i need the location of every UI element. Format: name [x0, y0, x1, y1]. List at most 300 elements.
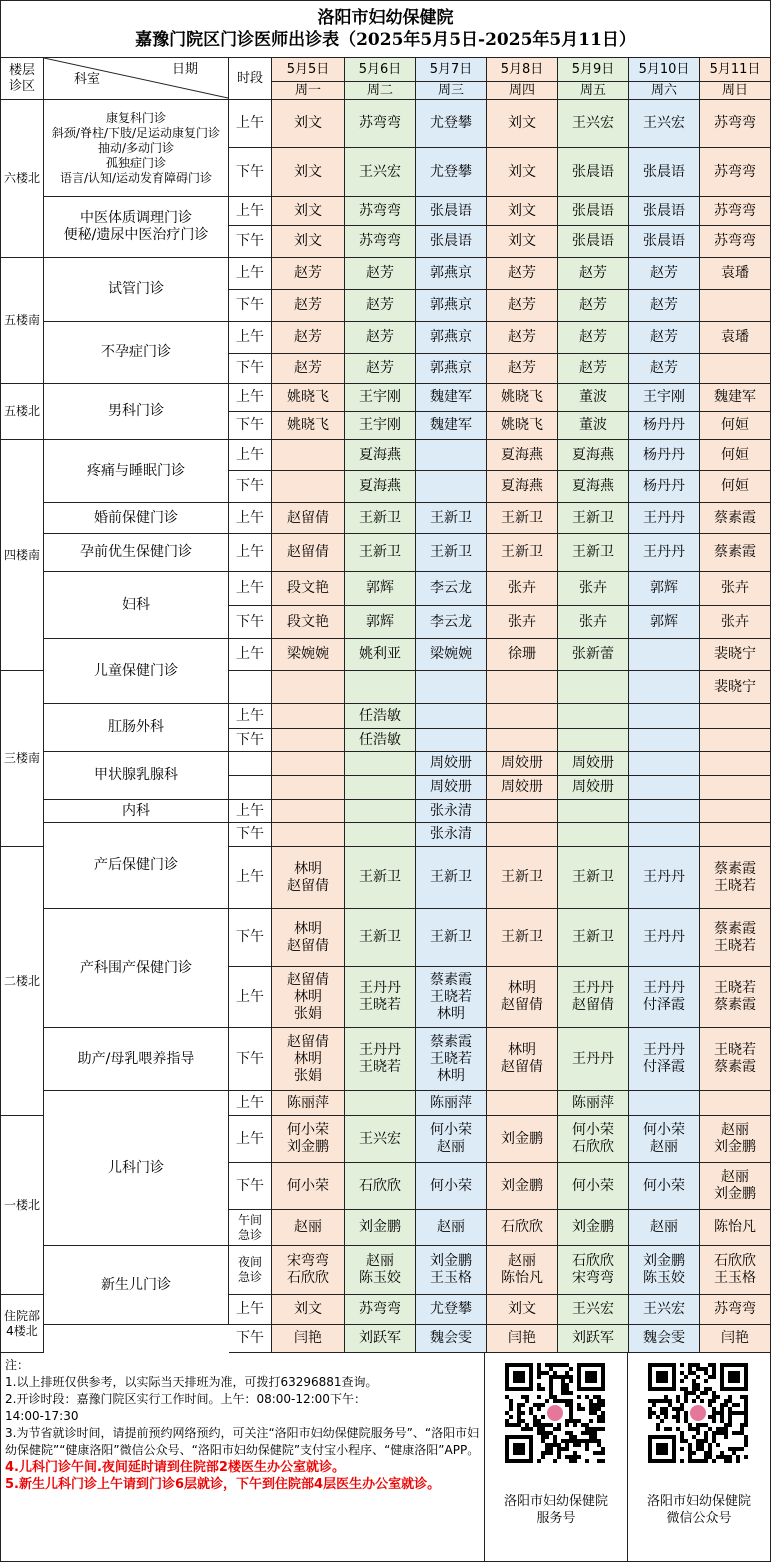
doctor-cell	[272, 729, 345, 752]
doctor-cell	[487, 729, 558, 752]
schedule-title: 嘉豫门院区门诊医师出诊表（2025年5月5日-2025年5月11日）	[135, 30, 636, 50]
doctor-cell: 姚晓飞	[487, 384, 558, 412]
doctor-cell	[272, 671, 345, 704]
department-name: 儿科门诊	[44, 1091, 229, 1246]
doctor-cell: 赵芳	[345, 290, 416, 322]
doctor-cell: 王丹丹 赵留倩	[558, 967, 629, 1028]
doctor-cell	[272, 800, 345, 823]
doctor-cell	[345, 752, 416, 776]
header-date-2: 5月6日	[345, 58, 416, 82]
note-1: 1.以上排班仅供参考，以实际当天排班为准，可拨打63296881查询。	[5, 1375, 378, 1389]
qr-code-service-account[interactable]	[505, 1363, 605, 1463]
doctor-cell: 何姮	[700, 440, 771, 471]
doctor-cell: 刘文	[272, 1295, 345, 1325]
doctor-cell: 张卉	[487, 572, 558, 606]
period-cell: 下午	[229, 823, 272, 847]
department-name: 内科	[44, 800, 229, 823]
period-cell: 上午	[229, 534, 272, 572]
doctor-cell: 苏弯弯	[345, 197, 416, 226]
doctor-cell: 赵芳	[487, 354, 558, 384]
period-cell: 下午	[229, 909, 272, 967]
doctor-cell: 赵芳	[558, 290, 629, 322]
doctor-cell: 董波	[558, 412, 629, 440]
doctor-cell: 赵留倩 林明 张娟	[272, 967, 345, 1028]
floor-label: 五楼北	[0, 384, 44, 440]
doctor-cell: 石欣欣	[487, 1210, 558, 1246]
header-weekday-4: 周四	[487, 82, 558, 100]
header-weekday-2: 周二	[345, 82, 416, 100]
doctor-cell: 王丹丹	[629, 847, 700, 909]
doctor-cell: 苏弯弯	[700, 197, 771, 226]
header-period: 时段	[229, 58, 272, 100]
department-name: 儿童保健门诊	[44, 639, 229, 704]
doctor-cell: 杨丹丹	[629, 471, 700, 503]
doctor-cell: 尤登攀	[416, 148, 487, 197]
doctor-cell: 林明 赵留倩	[487, 1028, 558, 1091]
header-dept-date	[44, 58, 229, 100]
doctor-cell: 郭辉	[345, 606, 416, 639]
doctor-cell: 张晨语	[629, 226, 700, 258]
department-name: 试管门诊	[44, 258, 229, 322]
doctor-cell: 苏弯弯	[700, 100, 771, 148]
doctor-cell: 苏弯弯	[700, 1295, 771, 1325]
period-cell: 上午	[229, 503, 272, 534]
header-floor: 楼层 诊区	[0, 58, 44, 100]
page-title	[0, 0, 771, 58]
qr-caption-wechat: 洛阳市妇幼保健院 微信公众号	[646, 1494, 751, 1526]
period-cell: 下午	[229, 729, 272, 752]
doctor-cell: 赵芳	[629, 322, 700, 354]
doctor-cell	[700, 704, 771, 729]
doctor-cell: 赵芳	[487, 290, 558, 322]
doctor-cell: 夏海燕	[487, 471, 558, 503]
period-cell: 上午	[229, 440, 272, 471]
doctor-cell	[558, 704, 629, 729]
doctor-cell: 李云龙	[416, 606, 487, 639]
floor-label: 一楼北	[0, 1116, 44, 1295]
doctor-cell: 何小荣	[272, 1163, 345, 1210]
period-cell: 下午	[229, 354, 272, 384]
doctor-cell: 周姣册	[558, 752, 629, 776]
note-4: 4.儿科门诊午间.夜间延时请到住院部2楼医生办公室就诊。	[5, 1460, 345, 1475]
doctor-cell: 赵芳	[272, 258, 345, 290]
doctor-cell: 张晨语	[558, 148, 629, 197]
doctor-cell: 赵芳	[272, 322, 345, 354]
doctor-cell: 王新卫	[416, 909, 487, 967]
doctor-cell: 任浩敏	[345, 729, 416, 752]
doctor-cell: 张卉	[487, 606, 558, 639]
doctor-cell: 刘文	[487, 197, 558, 226]
doctor-cell: 陈怡凡	[700, 1210, 771, 1246]
doctor-cell: 赵留倩	[272, 503, 345, 534]
doctor-cell: 夏海燕	[558, 440, 629, 471]
header-weekday-3: 周三	[416, 82, 487, 100]
floor-label: 四楼南	[0, 440, 44, 671]
doctor-cell: 梁婉婉	[272, 639, 345, 671]
doctor-cell: 刘跃军	[345, 1325, 416, 1353]
header-date-6: 5月10日	[629, 58, 700, 82]
doctor-cell: 魏建军	[416, 412, 487, 440]
header-weekday-5: 周五	[558, 82, 629, 100]
doctor-cell	[700, 290, 771, 322]
doctor-cell: 王新卫	[345, 847, 416, 909]
doctor-cell: 何姮	[700, 471, 771, 503]
doctor-cell: 王新卫	[558, 909, 629, 967]
doctor-cell: 赵芳	[558, 354, 629, 384]
doctor-cell: 蔡素霞 王晓若	[700, 909, 771, 967]
doctor-cell: 魏会雯	[416, 1325, 487, 1353]
doctor-cell: 林明 赵留倩	[487, 967, 558, 1028]
doctor-cell: 魏会雯	[629, 1325, 700, 1353]
doctor-cell	[629, 752, 700, 776]
doctor-cell: 刘文	[272, 197, 345, 226]
doctor-cell	[416, 671, 487, 704]
doctor-cell: 张晨语	[416, 226, 487, 258]
period-cell: 夜间 急诊	[229, 1246, 272, 1295]
period-cell: 上午	[229, 258, 272, 290]
doctor-cell: 张卉	[700, 572, 771, 606]
period-cell: 下午	[229, 1325, 272, 1353]
department-name: 男科门诊	[44, 384, 229, 440]
department-name: 婚前保健门诊	[44, 503, 229, 534]
department-name: 孕前优生保健门诊	[44, 534, 229, 572]
period-cell: 下午	[229, 1028, 272, 1091]
doctor-cell: 苏弯弯	[345, 1295, 416, 1325]
doctor-cell: 夏海燕	[345, 471, 416, 503]
doctor-cell: 姚利亚	[345, 639, 416, 671]
doctor-cell: 蔡素霞 王晓若	[700, 847, 771, 909]
doctor-cell: 何姮	[700, 412, 771, 440]
doctor-cell: 李云龙	[416, 572, 487, 606]
doctor-cell: 王新卫	[345, 909, 416, 967]
doctor-cell	[272, 471, 345, 503]
floor-label: 二楼北	[0, 847, 44, 1116]
doctor-cell: 袁璠	[700, 258, 771, 290]
doctor-cell: 郭燕京	[416, 290, 487, 322]
floor-label: 六楼北	[0, 100, 44, 258]
doctor-cell: 张卉	[700, 606, 771, 639]
qr-service-account-panel	[485, 1353, 628, 1562]
doctor-cell: 王新卫	[487, 534, 558, 572]
doctor-cell: 苏弯弯	[700, 148, 771, 197]
doctor-cell: 裴晓宁	[700, 671, 771, 704]
period-cell: 下午	[229, 412, 272, 440]
header-date-1: 5月5日	[272, 58, 345, 82]
doctor-cell: 王宇刚	[345, 384, 416, 412]
doctor-cell: 刘文	[487, 148, 558, 197]
header-weekday-7: 周日	[700, 82, 771, 100]
doctor-cell	[629, 639, 700, 671]
doctor-cell: 赵芳	[629, 354, 700, 384]
doctor-cell	[558, 823, 629, 847]
period-cell	[229, 776, 272, 800]
doctor-cell: 王丹丹 付泽霞	[629, 967, 700, 1028]
doctor-cell: 张永清	[416, 800, 487, 823]
doctor-cell: 王新卫	[558, 503, 629, 534]
doctor-cell: 杨丹丹	[629, 412, 700, 440]
period-cell: 上午	[229, 1116, 272, 1163]
doctor-cell: 郭辉	[345, 572, 416, 606]
doctor-cell: 梁婉婉	[416, 639, 487, 671]
doctor-cell: 裴晓宁	[700, 639, 771, 671]
doctor-cell: 周姣册	[416, 752, 487, 776]
doctor-cell	[272, 704, 345, 729]
doctor-cell	[558, 729, 629, 752]
doctor-cell: 刘文	[272, 226, 345, 258]
floor-label: 住院部 4楼北	[0, 1295, 44, 1353]
doctor-cell: 何小荣	[416, 1163, 487, 1210]
notes-panel	[0, 1353, 485, 1562]
doctor-cell: 赵丽	[629, 1210, 700, 1246]
doctor-cell: 赵留倩	[272, 534, 345, 572]
doctor-cell: 王丹丹 王晓若	[345, 1028, 416, 1091]
doctor-cell: 张晨语	[629, 197, 700, 226]
period-cell: 午间 急诊	[229, 1210, 272, 1246]
doctor-cell: 夏海燕	[345, 440, 416, 471]
doctor-cell	[345, 776, 416, 800]
doctor-cell	[345, 671, 416, 704]
doctor-cell: 袁璠	[700, 322, 771, 354]
doctor-cell: 郭辉	[629, 572, 700, 606]
doctor-cell: 闫艳	[487, 1325, 558, 1353]
doctor-cell: 石欣欣 王玉格	[700, 1246, 771, 1295]
department-name: 疼痛与睡眠门诊	[44, 440, 229, 503]
doctor-cell: 蔡素霞 王晓若 林明	[416, 1028, 487, 1091]
doctor-cell: 魏建军	[416, 384, 487, 412]
doctor-cell: 蔡素霞	[700, 503, 771, 534]
doctor-cell: 赵丽 陈玉姣	[345, 1246, 416, 1295]
doctor-cell	[558, 671, 629, 704]
qr-caption-service-account: 洛阳市妇幼保健院 服务号	[503, 1494, 608, 1526]
doctor-cell: 王兴宏	[629, 100, 700, 148]
doctor-cell: 王兴宏	[345, 148, 416, 197]
doctor-cell: 刘文	[272, 100, 345, 148]
period-cell: 上午	[229, 639, 272, 671]
note-2b: 14:00-17:30	[5, 1409, 79, 1423]
doctor-cell	[416, 471, 487, 503]
header-diagonal-line	[44, 58, 229, 99]
period-cell: 下午	[229, 471, 272, 503]
period-cell: 上午	[229, 847, 272, 909]
doctor-cell: 刘文	[272, 148, 345, 197]
doctor-cell: 刘金鹏	[345, 1210, 416, 1246]
doctor-cell: 赵芳	[558, 322, 629, 354]
notes-heading: 注：	[5, 1358, 30, 1372]
period-cell: 上午	[229, 1295, 272, 1325]
header-weekday-1: 周一	[272, 82, 345, 100]
doctor-cell: 陈丽萍	[558, 1091, 629, 1116]
doctor-cell: 刘金鹏 王玉格	[416, 1246, 487, 1295]
doctor-cell: 王新卫	[345, 534, 416, 572]
doctor-cell: 蔡素霞 王晓若 林明	[416, 967, 487, 1028]
doctor-cell	[272, 752, 345, 776]
doctor-cell: 张晨语	[629, 148, 700, 197]
doctor-cell	[700, 1091, 771, 1116]
doctor-cell: 张卉	[558, 572, 629, 606]
header-date: 日期	[172, 62, 199, 77]
doctor-cell: 尤登攀	[416, 1295, 487, 1325]
period-cell: 上午	[229, 384, 272, 412]
department-name: 不孕症门诊	[44, 322, 229, 384]
doctor-cell: 王新卫	[558, 534, 629, 572]
header-date-4: 5月8日	[487, 58, 558, 82]
doctor-cell: 王宇刚	[345, 412, 416, 440]
period-cell: 上午	[229, 197, 272, 226]
header-date-7: 5月11日	[700, 58, 771, 82]
doctor-cell: 王新卫	[558, 847, 629, 909]
doctor-cell: 赵芳	[272, 290, 345, 322]
doctor-cell: 张晨语	[558, 197, 629, 226]
doctor-cell: 魏建军	[700, 384, 771, 412]
doctor-cell: 赵芳	[629, 290, 700, 322]
doctor-cell	[416, 729, 487, 752]
doctor-cell: 王丹丹	[629, 909, 700, 967]
period-cell: 上午	[229, 322, 272, 354]
doctor-cell: 何小荣	[629, 1163, 700, 1210]
qr-wechat-panel	[628, 1353, 771, 1562]
department-name: 妇科	[44, 572, 229, 639]
doctor-cell: 周姣册	[487, 752, 558, 776]
doctor-cell: 王丹丹 王晓若	[345, 967, 416, 1028]
doctor-cell: 王兴宏	[558, 1295, 629, 1325]
period-cell: 上午	[229, 704, 272, 729]
doctor-cell: 苏弯弯	[345, 226, 416, 258]
doctor-cell: 张晨语	[558, 226, 629, 258]
doctor-cell: 郭燕京	[416, 354, 487, 384]
doctor-cell	[487, 1091, 558, 1116]
doctor-cell: 杨丹丹	[629, 440, 700, 471]
doctor-cell: 闫艳	[700, 1325, 771, 1353]
doctor-cell: 王新卫	[345, 503, 416, 534]
department-name: 产科围产保健门诊	[44, 909, 229, 1028]
department-name: 新生儿门诊	[44, 1246, 229, 1325]
doctor-cell	[700, 776, 771, 800]
doctor-cell: 赵芳	[272, 354, 345, 384]
doctor-cell	[629, 729, 700, 752]
period-cell: 上午	[229, 572, 272, 606]
doctor-cell	[629, 776, 700, 800]
doctor-cell: 王丹丹	[629, 503, 700, 534]
doctor-cell	[629, 800, 700, 823]
doctor-cell: 尤登攀	[416, 100, 487, 148]
doctor-cell: 王新卫	[416, 503, 487, 534]
doctor-cell: 何小荣	[558, 1163, 629, 1210]
doctor-cell: 王晓若 蔡素霞	[700, 967, 771, 1028]
doctor-cell: 石欣欣 宋弯弯	[558, 1246, 629, 1295]
note-5: 5.新生儿科门诊上午请到门诊6层就诊，下午到住院部4层医生办公室就诊。	[5, 1477, 441, 1492]
department-name: 产后保健门诊	[44, 823, 229, 909]
period-cell: 下午	[229, 148, 272, 197]
doctor-cell: 蔡素霞	[700, 534, 771, 572]
doctor-cell: 林明 赵留倩	[272, 909, 345, 967]
doctor-cell	[700, 800, 771, 823]
doctor-cell: 王新卫	[487, 909, 558, 967]
doctor-cell: 刘文	[487, 1295, 558, 1325]
doctor-cell: 赵丽 刘金鹏	[700, 1116, 771, 1163]
doctor-cell: 刘文	[487, 226, 558, 258]
doctor-cell: 刘跃军	[558, 1325, 629, 1353]
header-date-3: 5月7日	[416, 58, 487, 82]
floor-label: 五楼南	[0, 258, 44, 384]
doctor-cell	[272, 823, 345, 847]
doctor-cell: 郭燕京	[416, 322, 487, 354]
doctor-cell: 闫艳	[272, 1325, 345, 1353]
doctor-cell: 宋弯弯 石欣欣	[272, 1246, 345, 1295]
department-name: 助产/母乳喂养指导	[44, 1028, 229, 1091]
doctor-cell	[345, 823, 416, 847]
doctor-cell: 姚晓飞	[272, 412, 345, 440]
doctor-cell	[487, 671, 558, 704]
doctor-cell: 周姣册	[416, 776, 487, 800]
doctor-cell: 苏弯弯	[345, 100, 416, 148]
doctor-cell: 何小荣 赵丽	[629, 1116, 700, 1163]
doctor-cell: 陈丽萍	[416, 1091, 487, 1116]
doctor-cell: 王兴宏	[345, 1116, 416, 1163]
doctor-cell: 赵芳	[345, 354, 416, 384]
doctor-cell: 段文艳	[272, 572, 345, 606]
doctor-cell	[487, 704, 558, 729]
period-cell: 上午	[229, 1091, 272, 1116]
period-cell	[229, 671, 272, 704]
doctor-cell	[700, 823, 771, 847]
doctor-cell: 赵芳	[558, 258, 629, 290]
department-name: 甲状腺乳腺科	[44, 752, 229, 800]
doctor-cell: 王新卫	[416, 847, 487, 909]
doctor-cell: 苏弯弯	[700, 226, 771, 258]
doctor-cell: 夏海燕	[558, 471, 629, 503]
note-3: 3.为节省就诊时间，请提前预约网络预约，可关注“洛阳市妇幼保健院服务号”、“洛阳市妇幼保健院”“健康洛阳”微信公众号、“洛阳市妇幼保健院”支付宝小程序、“健康洛阳”APP。	[5, 1426, 480, 1457]
doctor-cell: 王丹丹 付泽霞	[629, 1028, 700, 1091]
doctor-cell	[416, 704, 487, 729]
doctor-cell: 王新卫	[487, 847, 558, 909]
doctor-cell	[629, 823, 700, 847]
doctor-cell: 陈丽萍	[272, 1091, 345, 1116]
doctor-cell: 周姣册	[487, 776, 558, 800]
doctor-cell: 赵丽 陈怡凡	[487, 1246, 558, 1295]
doctor-cell: 刘金鹏 陈玉姣	[629, 1246, 700, 1295]
note-2a: 2.开诊时段：嘉豫门院区实行工作时间。上午：08:00-12:00下午：	[5, 1392, 366, 1406]
doctor-cell: 夏海燕	[487, 440, 558, 471]
period-cell: 上午	[229, 800, 272, 823]
doctor-cell: 段文艳	[272, 606, 345, 639]
doctor-cell: 赵芳	[487, 322, 558, 354]
doctor-cell: 赵芳	[629, 258, 700, 290]
qr-code-wechat[interactable]	[648, 1363, 748, 1463]
doctor-cell	[629, 1091, 700, 1116]
doctor-cell: 郭辉	[629, 606, 700, 639]
doctor-cell	[345, 1091, 416, 1116]
floor-label: 三楼南	[0, 671, 44, 847]
doctor-cell: 何小荣 刘金鹏	[272, 1116, 345, 1163]
period-cell	[229, 752, 272, 776]
doctor-cell: 王新卫	[487, 503, 558, 534]
doctor-cell: 刘金鹏	[487, 1116, 558, 1163]
period-cell: 下午	[229, 226, 272, 258]
doctor-cell	[345, 800, 416, 823]
department-name: 中医体质调理门诊 便秘/遗尿中医治疗门诊	[44, 197, 229, 258]
doctor-cell: 任浩敏	[345, 704, 416, 729]
doctor-cell: 刘文	[487, 100, 558, 148]
header-weekday-6: 周六	[629, 82, 700, 100]
doctor-cell	[416, 440, 487, 471]
header-dept: 科室	[74, 72, 101, 87]
doctor-cell: 赵芳	[487, 258, 558, 290]
doctor-cell: 何小荣 石欣欣	[558, 1116, 629, 1163]
doctor-cell	[700, 354, 771, 384]
period-cell: 上午	[229, 967, 272, 1028]
doctor-cell: 郭燕京	[416, 258, 487, 290]
doctor-cell: 周姣册	[558, 776, 629, 800]
